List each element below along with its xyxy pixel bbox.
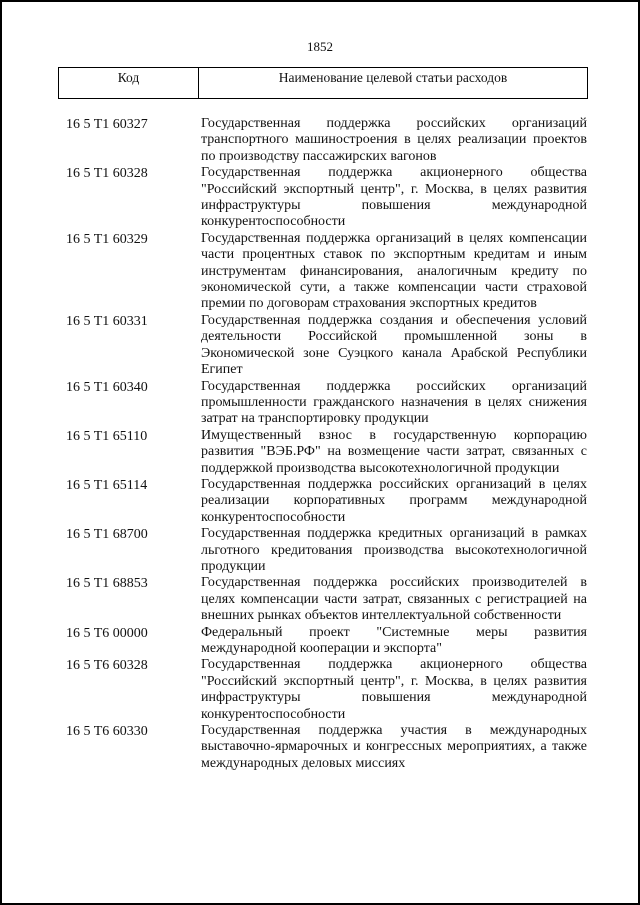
- row-name: Федеральный проект "Системные меры развития международной кооперации и экспорта": [201, 624, 587, 656]
- table-body: [58, 116, 588, 772]
- table-row: [58, 657, 588, 723]
- table-row: [58, 313, 588, 379]
- page-number: 1852: [307, 39, 333, 54]
- row-code: 16 5 T6 00000: [66, 625, 148, 641]
- row-name: Государственная поддержка российских организаций в целях реализации корпоративных программ международной конкурентоспособности: [201, 476, 587, 525]
- row-code: 16 5 T1 65110: [66, 428, 148, 444]
- row-name: Государственная поддержка участия в международных выставочно-ярмарочных и конгрессных мероприятиях, а также международных деловых миссиях: [201, 723, 587, 771]
- table-row: [58, 116, 588, 165]
- header-name: Наименование целевой статьи расходов: [278, 70, 508, 85]
- row-code: 16 5 T1 60327: [66, 117, 148, 132]
- row-name: Государственная поддержка организаций в целях компенсации части процентных ставок по экспортным кредитам и иным инструментам финансирования, аналогичным кредиту по экономической сути, а также компенсации части страховой премии по договорам страхования экспортных кредитов: [201, 230, 587, 312]
- table-row: [58, 723, 588, 772]
- row-code: 16 5 T6 60328: [66, 658, 148, 674]
- row-name: Государственная поддержка акционерного общества "Российский экспортный центр", г. Москва, в целях развития инфраструктуры повышения международной конкурентоспособности: [201, 165, 587, 230]
- row-code: 16 5 T1 60340: [66, 379, 148, 395]
- table-header: [58, 67, 588, 99]
- row-name: Государственная поддержка российских организаций промышленности гражданского назначения в целях снижения затрат на транспортировку продукции: [201, 378, 587, 427]
- table-row: [58, 428, 588, 477]
- table-row: [58, 165, 588, 231]
- row-name: Государственная поддержка российских производителей в целях компенсации части затрат, связанных с регистрацией на внешних рынках объектов интеллектуальной собственности: [201, 575, 587, 624]
- row-code: 16 5 T1 68700: [66, 527, 148, 543]
- table-row: [58, 379, 588, 428]
- row-code: 16 5 T1 60328: [66, 166, 148, 182]
- table-row: [58, 231, 588, 313]
- row-name: Государственная поддержка акционерного общества "Российский экспортный центр", г. Москва, в целях развития инфраструктуры повышения международной конкурентоспособности: [201, 657, 587, 722]
- row-code: 16 5 T1 60331: [66, 313, 148, 329]
- row-code: 16 5 T1 68853: [66, 576, 148, 592]
- row-code: 16 5 T1 65114: [66, 477, 148, 493]
- row-code: 16 5 T1 60329: [66, 231, 148, 247]
- row-name: Государственная поддержка создания и обеспечения условий деятельности Российской промышленной зоны в Экономической зоне Суэцкого канала Арабской Республики Египет: [201, 312, 587, 378]
- row-name: Государственная поддержка российских организаций транспортного машиностроения в целях реализации проектов по производству пассажирских вагонов: [201, 116, 587, 164]
- table-row: [58, 526, 588, 575]
- table-row: [58, 625, 588, 658]
- table-row: [58, 575, 588, 624]
- row-name: Имущественный взнос в государственную корпорацию развития "ВЭБ.РФ" на возмещение части затрат, связанных с поддержкой производства высокотехнологичной продукции: [201, 427, 587, 476]
- row-code: 16 5 T6 60330: [66, 724, 148, 740]
- row-name: Государственная поддержка кредитных организаций в рамках льготного кредитования производства высокотехнологичной продукции: [201, 526, 587, 574]
- table-row: [58, 477, 588, 526]
- header-code: Код: [59, 68, 199, 98]
